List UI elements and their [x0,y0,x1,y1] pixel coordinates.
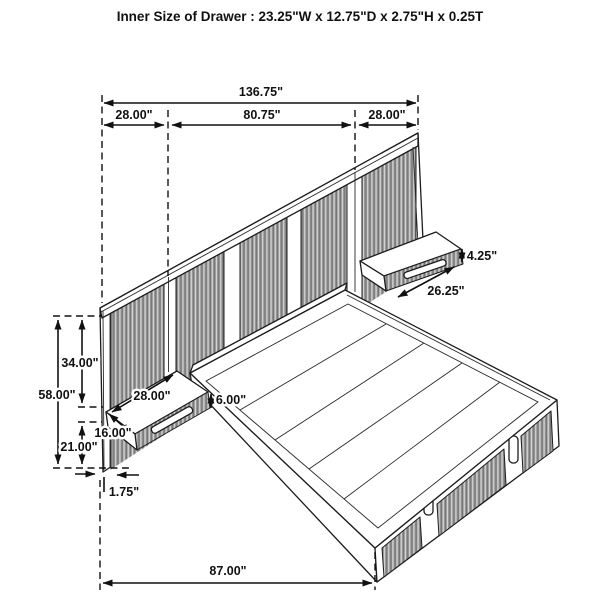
label-right-nightstand-height: 4.25" [466,249,498,263]
label-top-to-nightstand: 34.00" [61,356,99,370]
label-clearance: 21.00" [60,440,98,454]
label-left-panel-width: 28.00" [115,108,153,122]
label-bed-depth: 87.00" [209,564,247,578]
label-right-panel-width: 28.00" [368,108,406,122]
label-overall-width: 136.75" [238,85,284,99]
label-left-nightstand-width: 28.00" [133,389,171,403]
label-base-offset: 1.75" [108,485,140,499]
label-face-height: 6.00" [215,393,247,407]
bed-drawer-handle-2 [509,436,518,463]
label-panel-height: 58.00" [38,388,76,402]
label-center-width: 80.75" [243,108,281,122]
label-right-nightstand-width: 26.25" [427,284,465,298]
label-nightstand-depth: 16.00" [94,426,132,440]
drawing-title: Inner Size of Drawer : 23.25"W x 12.75"D x 2.75"H x 0.25T [116,9,484,24]
